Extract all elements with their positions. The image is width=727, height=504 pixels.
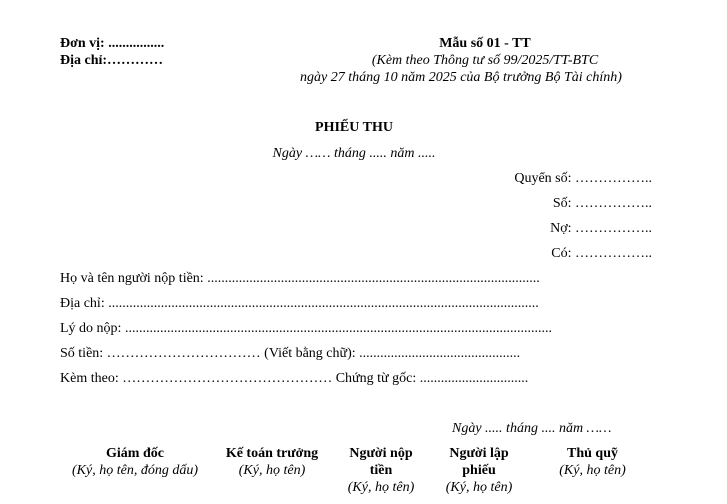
signature-preparer xyxy=(434,445,524,496)
signature-cashier xyxy=(540,445,645,479)
address-label: Địa chỉ:………… xyxy=(60,53,164,68)
signature-chief-accountant xyxy=(212,445,332,479)
form-note-1: (Kèm theo Thông tư số 99/2025/TT-BTC xyxy=(371,53,599,68)
attach-field: Kèm theo: ……………………………………… Chứng từ gốc: ............................... xyxy=(60,371,529,386)
so-field: Số: …………….. xyxy=(552,196,652,211)
payer-address-field: Địa chỉ: ........................................................................................................................... xyxy=(60,296,539,311)
preparer-title-2: phiếu xyxy=(462,463,496,478)
document-date: Ngày …… tháng ..... năm ..... xyxy=(272,146,436,161)
payer-note: (Ký, họ tên) xyxy=(347,480,415,495)
reason-field: Lý do nộp: .......................................................................................................................... xyxy=(60,321,552,336)
document-title: PHIẾU THU xyxy=(315,120,393,135)
chief-accountant-title: Kế toán trưởng xyxy=(225,446,319,461)
payer-field: Họ và tên người nộp tiền: ............................................................................................... xyxy=(60,271,540,286)
signature-date: Ngày ..... tháng .... năm …… xyxy=(452,421,612,436)
chief-accountant-note: (Ký, họ tên) xyxy=(238,463,306,478)
director-title: Giám đốc xyxy=(106,446,164,461)
form-code: Mẫu số 01 - TT xyxy=(439,36,531,51)
director-note: (Ký, họ tên, đóng dấu) xyxy=(72,463,198,478)
no-field: Nợ: …………….. xyxy=(550,221,652,236)
payer-title-2: tiền xyxy=(369,463,393,478)
preparer-note: (Ký, họ tên) xyxy=(445,480,513,495)
preparer-title-1: Người lập xyxy=(449,446,509,461)
form-note-2: ngày 27 tháng 10 năm 2025 của Bộ trưởng Bộ Tài chính) xyxy=(300,70,622,85)
amount-field: Số tiền: …………………………… (Viết bằng chữ): .............................................. xyxy=(60,346,521,361)
cashier-title: Thủ quỹ xyxy=(567,446,618,461)
co-field: Có: …………….. xyxy=(551,246,652,261)
unit-label: Đơn vị: ................ xyxy=(60,36,165,51)
quyen-so-field: Quyển số: …………….. xyxy=(514,171,652,186)
signature-director xyxy=(55,445,215,479)
cashier-note: (Ký, họ tên) xyxy=(559,463,626,478)
payer-title-1: Người nộp xyxy=(349,446,413,461)
signature-payer xyxy=(336,445,426,496)
